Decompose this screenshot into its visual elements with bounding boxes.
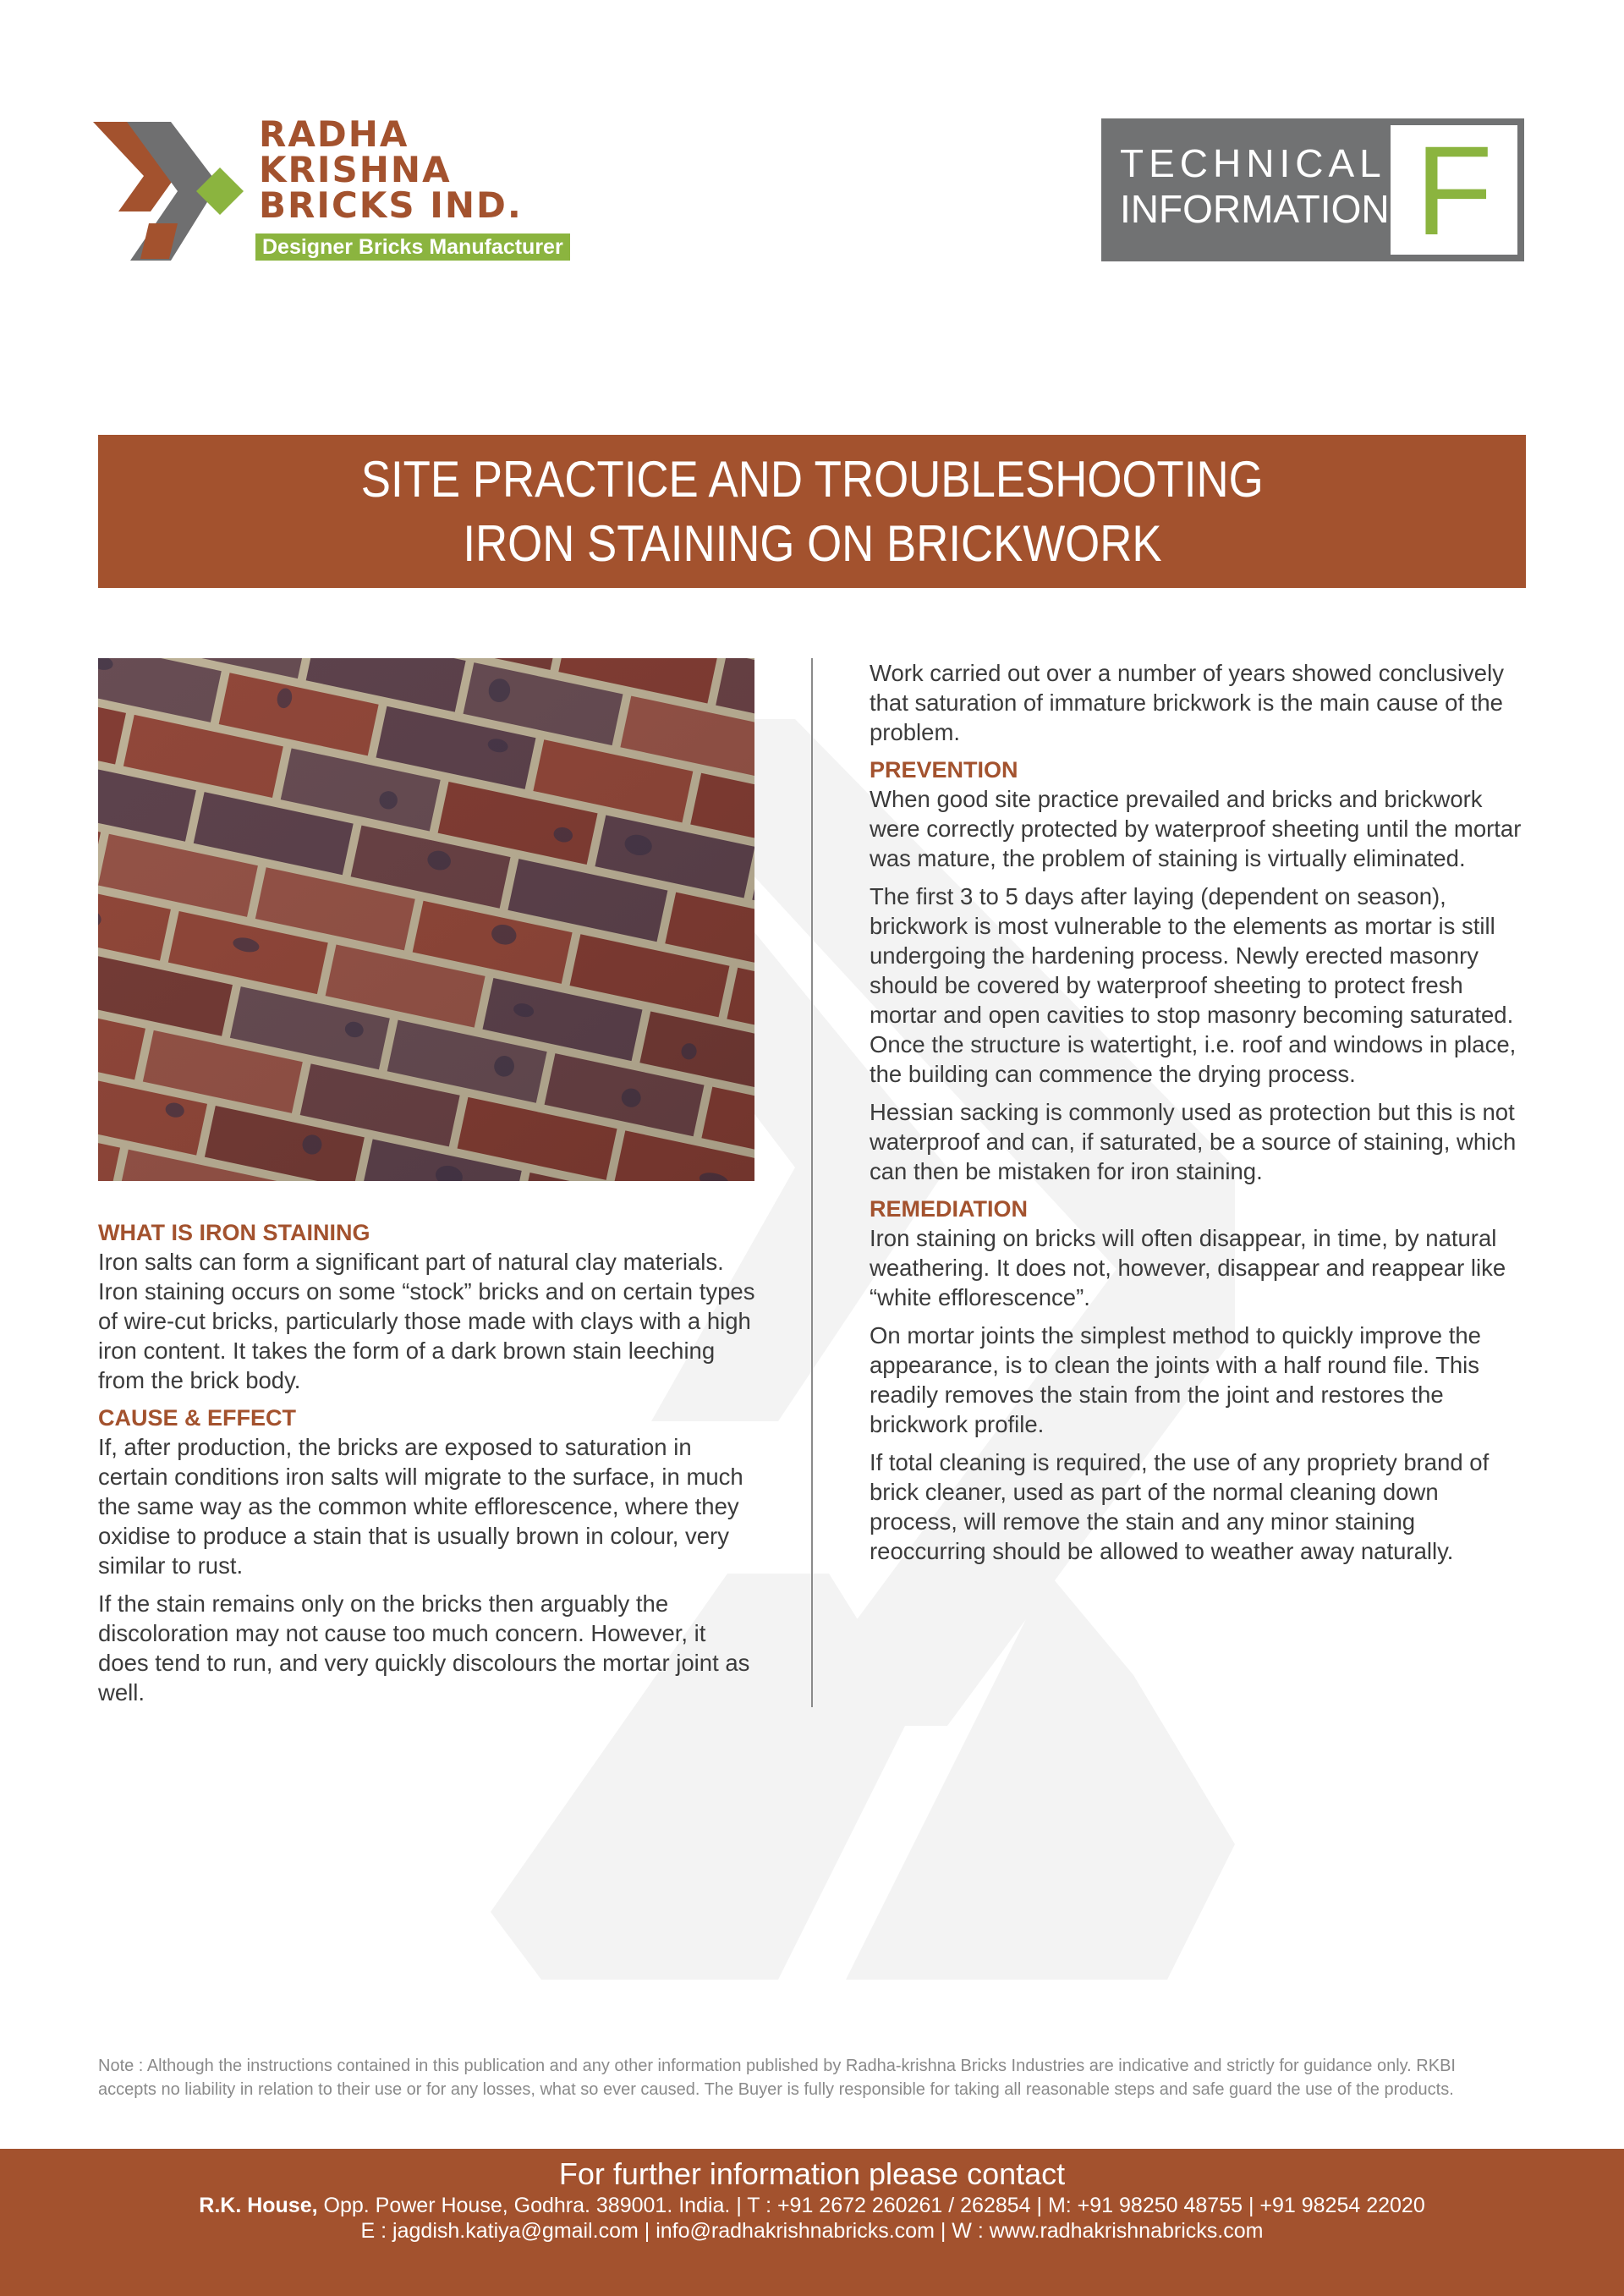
- company-name: [259, 113, 523, 226]
- column-divider: [811, 658, 813, 1707]
- company-name-line3: BRICKS IND.: [259, 184, 523, 226]
- footer-address-bold: R.K. House,: [199, 2194, 318, 2217]
- badge-letter-box: [1391, 118, 1517, 261]
- right-column: [870, 658, 1529, 1574]
- footer-contact-bar: [0, 2149, 1624, 2296]
- paragraph: If total cleaning is required, the use of any propriety brand of brick cleaner, used as part of the normal cleaning down process, will remove the stain and any minor staining reoccurring should be allowed to weather away naturally.: [870, 1449, 1490, 1564]
- footer-contact: E : jagdish.katiya@gmail.com | info@radhakrishnabricks.com | W : www.radhakrishnabricks.com: [360, 2219, 1264, 2243]
- company-tagline: Designer Bricks Manufacturer: [255, 233, 570, 261]
- badge-letter: F: [1415, 118, 1493, 261]
- paragraph: Iron staining on bricks will often disappear, in time, by natural weathering. It does not, however, disappear and reappear like “white efflorescence”.: [870, 1225, 1506, 1310]
- paragraph: When good site practice prevailed and bricks and brickwork were correctly protected by waterproof sheeting until the mortar was mature, the problem of staining is virtually eliminated.: [870, 786, 1522, 871]
- footer-address: [0, 2193, 1624, 2218]
- title-banner: [98, 435, 1526, 588]
- paragraph: If the stain remains only on the bricks then arguably the discoloration may not cause too much concern. However, it does tend to run, and very quickly discolours the mortar joint as well.: [98, 1590, 750, 1706]
- footer-address-rest: Opp. Power House, Godhra. 389001. India. | T : +91 2672 260261 / 262854 | M: +91 98250 48755 | +91 98254 22020: [317, 2194, 1425, 2217]
- page-title-line1: SITE PRACTICE AND TROUBLESHOOTING: [360, 450, 1264, 508]
- badge-line1: TECHNICAL: [1120, 141, 1386, 185]
- brick-wall-image: [98, 658, 754, 1181]
- company-logo: [93, 113, 584, 269]
- disclaimer-note: Note : Although the instructions contained in this publication and any other information published by Radha-krishna Bricks Industries are indicative and strictly for guidance only. RKBI accepts no liability in relation to their use or for any losses, what so ever caused. The Buyer is fully responsible for taking all reasonable steps and safe guard the use of the products.: [98, 2057, 1456, 2099]
- footer-title: For further information please contact: [558, 2156, 1066, 2191]
- paragraph: Hessian sacking is commonly used as protection but this is not waterproof and can, if saturated, be a source of staining, which can then be mistaken for iron staining.: [870, 1099, 1517, 1184]
- page-title-line2: IRON STAINING ON BRICKWORK: [462, 514, 1162, 572]
- heading-prevention: PREVENTION: [870, 757, 1018, 783]
- paragraph: On mortar joints the simplest method to quickly improve the appearance, is to clean the joints with a half round file. This readily removes the stain from the joint and restores the brickwork profile.: [870, 1322, 1481, 1437]
- heading-remediation: REMEDIATION: [870, 1196, 1028, 1222]
- left-column: [98, 1218, 758, 1716]
- paragraph: The first 3 to 5 days after laying (dependent on season), brickwork is most vulnerable to the elements as mortar is still undergoing the hardening process. Newly erected masonry should be covered by waterproof sheeting to protect fresh mortar and open cavities to stop masonry becoming saturated. Once the structure is watertight, i.e. roof and windows in place, the building can commence the drying process.: [870, 883, 1517, 1087]
- heading-what-is-iron-staining: WHAT IS IRON STAINING: [98, 1220, 370, 1245]
- paragraph: If, after production, the bricks are exposed to saturation in certain conditions iron salts will migrate to the surface, in much the same way as the common white efflorescence, where they oxidise to produce a stain that is usually brown in colour, very similar to rust.: [98, 1434, 743, 1579]
- badge-line2: INFORMATION: [1120, 187, 1390, 231]
- heading-cause-effect: CAUSE & EFFECT: [98, 1405, 297, 1431]
- company-name-line2: KRISHNA: [259, 149, 452, 190]
- paragraph: Iron salts can form a significant part of natural clay materials. Iron staining occurs on some “stock” bricks and on certain types of wire-cut bricks, particularly those made with clays with a high iron content. It takes the form of a dark brown stain leeching from the brick body.: [98, 1249, 755, 1393]
- technical-information-badge: [1101, 118, 1524, 261]
- company-name-line1: RADHA: [259, 113, 409, 155]
- paragraph: Work carried out over a number of years showed conclusively that saturation of immature brickwork is the main cause of the problem.: [870, 660, 1504, 745]
- logo-chevron-icon: [93, 117, 245, 265]
- brick-wall-photo: [98, 658, 754, 1181]
